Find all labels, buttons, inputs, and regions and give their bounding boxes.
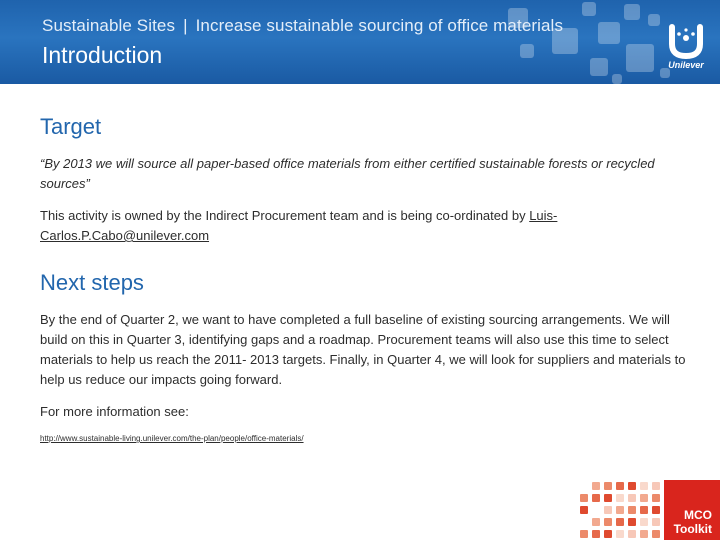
owner-paragraph [40,206,686,246]
page-title: Introduction [42,42,163,68]
decorative-dot [580,494,588,502]
decorative-dot [652,494,660,502]
decorative-dot [604,530,612,538]
main-content [40,112,686,443]
decorative-dot [604,518,612,526]
decorative-dot [628,518,636,526]
decorative-dot [640,518,648,526]
decorative-dot [592,494,600,502]
logo-wordmark: Unilever [668,60,704,70]
next-steps-heading: Next steps [40,270,144,295]
decorative-dot [592,530,600,538]
unilever-u-icon [662,24,710,60]
decorative-dot [628,506,636,514]
next-steps-body: By the end of Quarter 2, we want to have completed a full baseline of existing sourcing arrangements. We will build on this in Quarter 3, identifying gaps and a roadmap. Procurement teams will also use this time to select materials to help us reach the 2011- 2013 targets. Finally, in Quarter 4, we will look for suppliers and materials to help us reduce our impacts going forward. [40,312,686,387]
decorative-dot [640,482,648,490]
decorative-dot [640,506,648,514]
breadcrumb-subtitle: Increase sustainable sourcing of office materials [195,16,564,35]
badge-line-1: MCO [684,508,712,522]
target-heading: Target [40,114,102,139]
decorative-dot [628,530,636,538]
decorative-dot [628,494,636,502]
decorative-dot [616,530,624,538]
badge-line-2: Toolkit [673,522,712,536]
breadcrumb-section: Sustainable Sites [42,16,176,35]
breadcrumb-separator: | [183,16,188,35]
mco-toolkit-badge [664,480,720,540]
decorative-dot [616,482,624,490]
unilever-logo [662,24,710,76]
decorative-dot [604,506,612,514]
decorative-dot [604,494,612,502]
decorative-dot [652,530,660,538]
target-quote: “By 2013 we will source all paper-based office materials from either certified sustainable forests or recycled sources” [40,156,655,191]
decorative-dot [628,482,636,490]
more-info-label: For more information see: [40,404,189,419]
decorative-dot [652,482,660,490]
owner-text: This activity is owned by the Indirect Procurement team and is being co-ordinated by [40,208,530,223]
breadcrumb [42,16,563,36]
decorative-dot [616,494,624,502]
owner-email-link[interactable]: Luis-Carlos.P.Cabo@unilever.com [40,208,558,243]
decorative-dot [580,506,588,514]
decorative-dot [640,494,648,502]
decorative-dot [652,518,660,526]
decorative-dot [616,506,624,514]
decorative-dot [652,506,660,514]
decorative-dot [640,530,648,538]
decorative-dot [592,482,600,490]
decorative-dot [580,530,588,538]
more-info-link[interactable]: http://www.sustainable-living.unilever.com/the-plan/people/office-materials/ [40,434,304,443]
decorative-dot [592,518,600,526]
decorative-dot [604,482,612,490]
decorative-dot [616,518,624,526]
header-banner [0,0,720,84]
